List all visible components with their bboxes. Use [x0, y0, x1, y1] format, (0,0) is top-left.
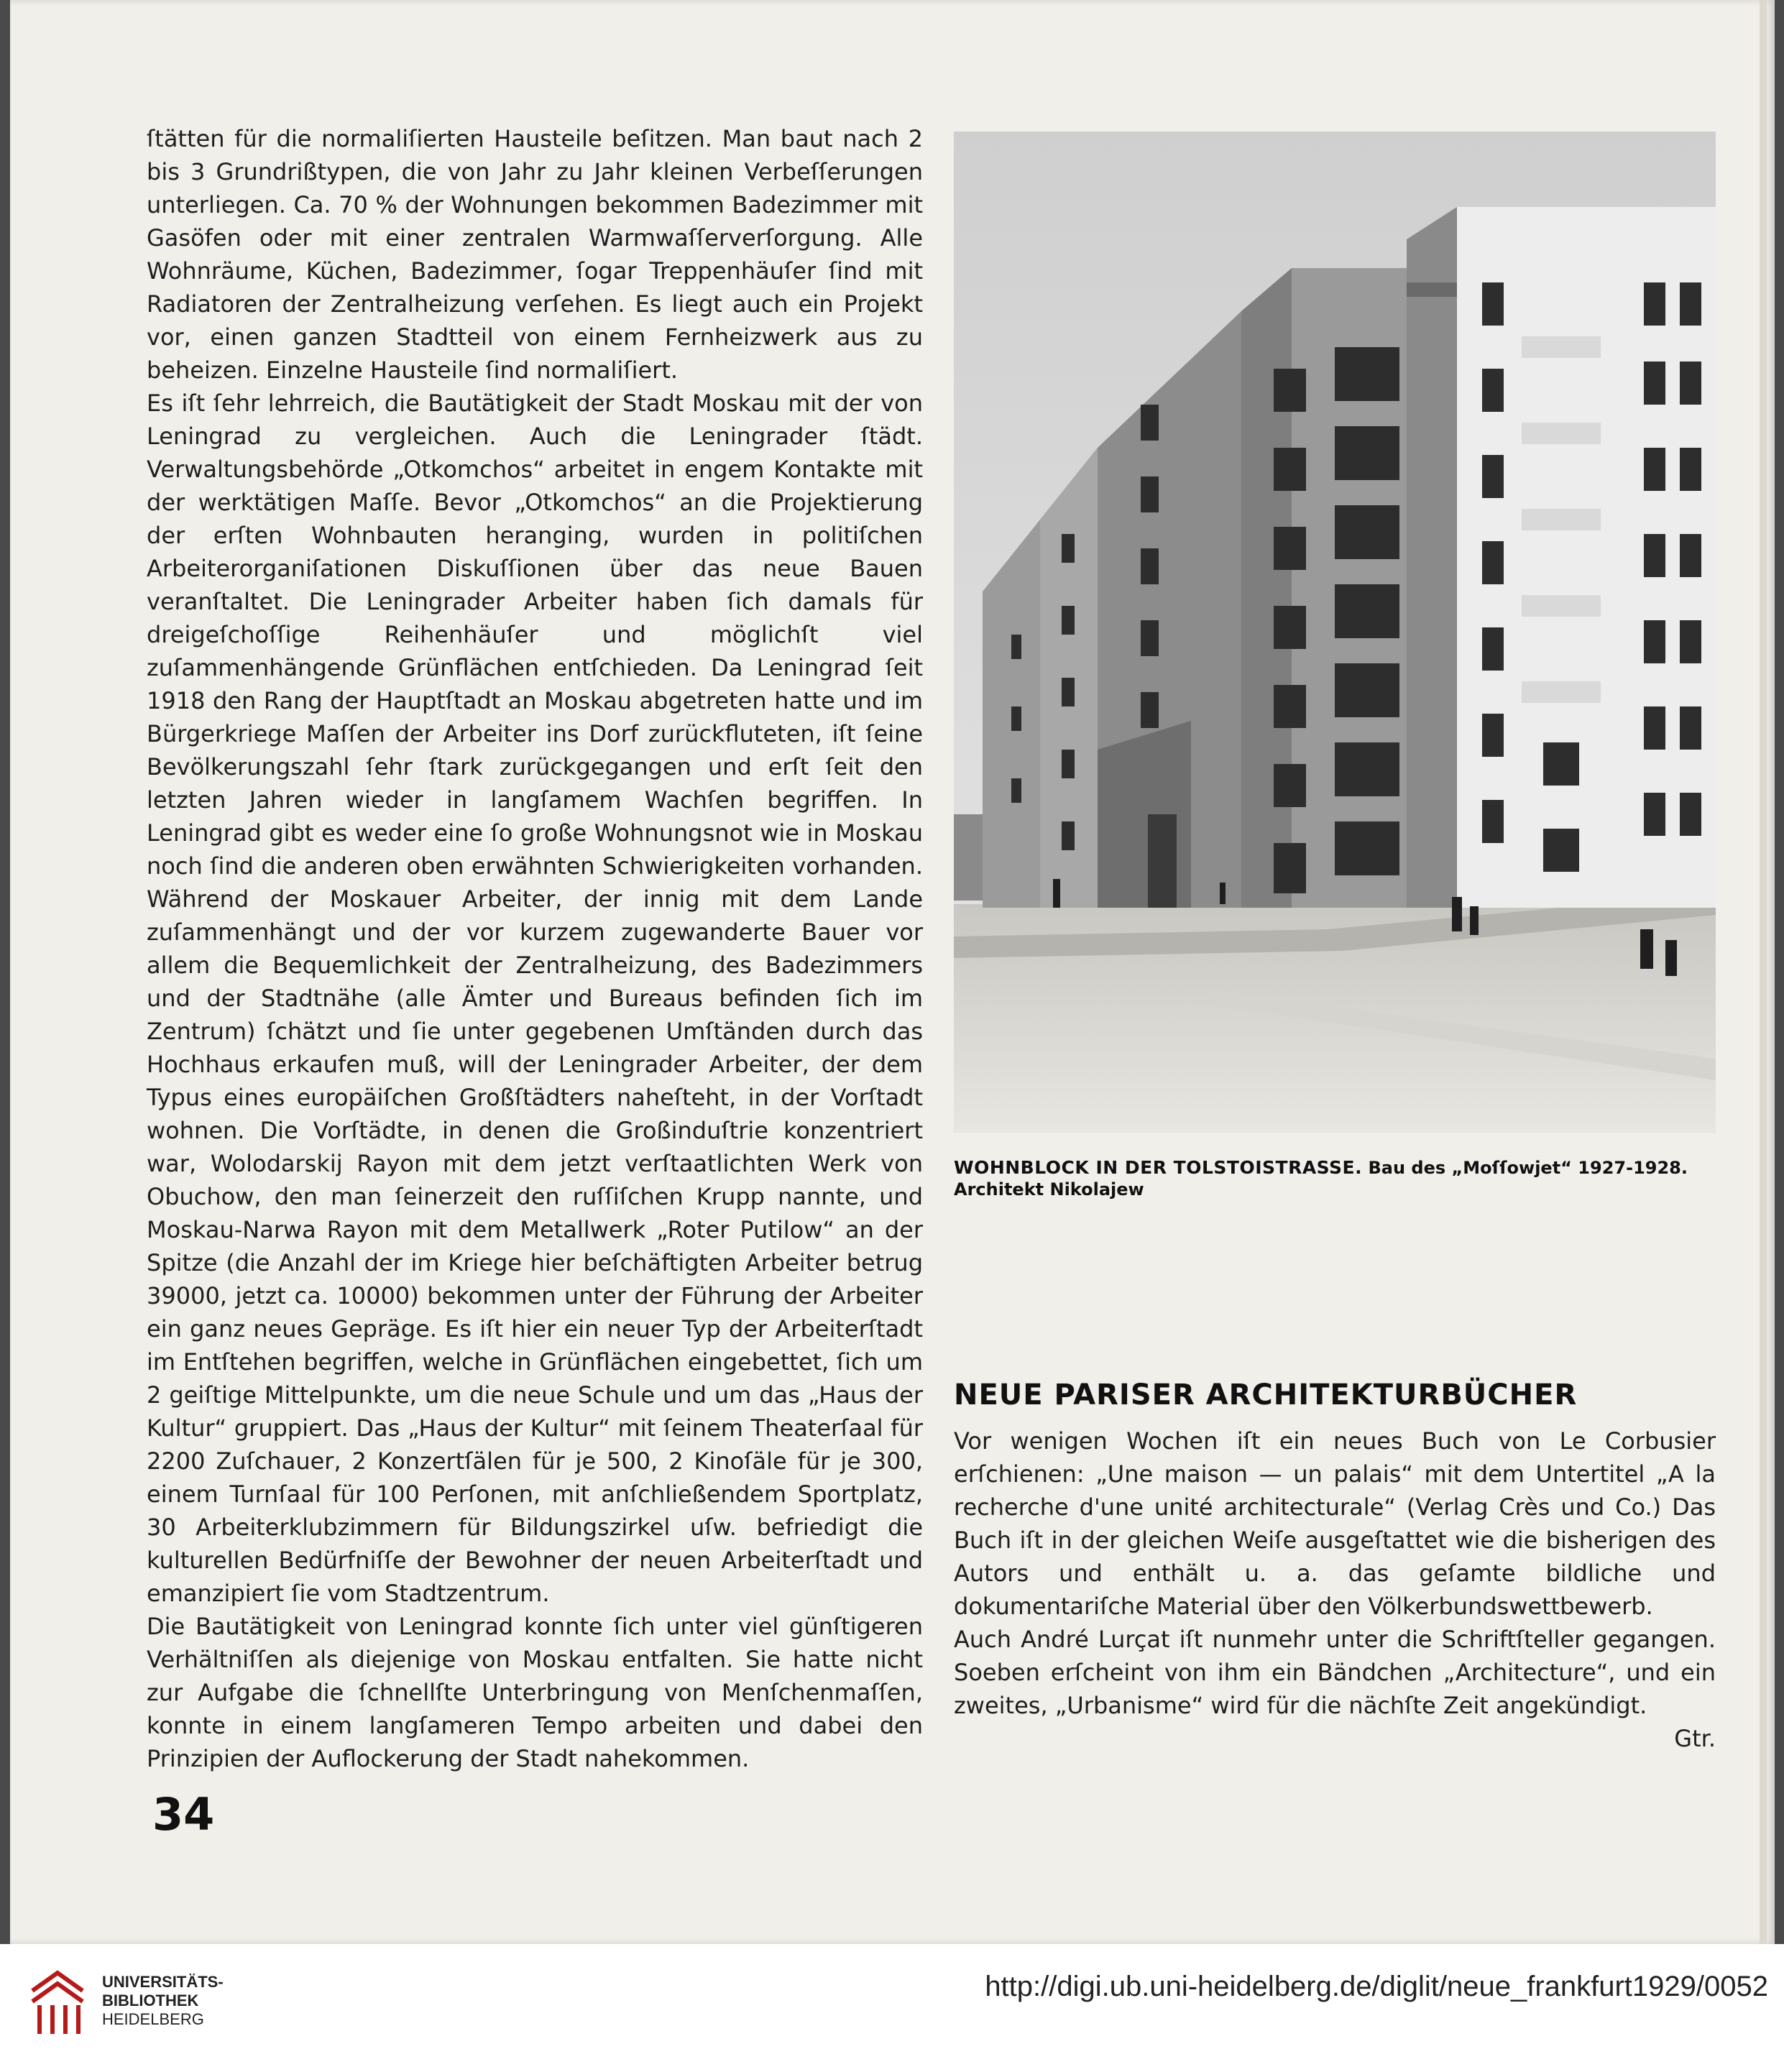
caption-title: WOHNBLOCK IN DER TOLSTOISTRASSE. [954, 1157, 1363, 1178]
digitization-footer [0, 1944, 1784, 2072]
library-name-line3: HEIDELBERG [102, 2010, 204, 2028]
apartment-block-illustration [954, 132, 1716, 1133]
paragraph-leningrad-conclusion: Die Bautätigkeit von Leningrad konnte ſich unter viel günſtigeren Verhältniſſen als diejenige von Moskau entfalten. Sie hatte nicht zur Aufgabe die ſchnellſte Unterbringung von Menſchenmaſſen, konnte in einem langſameren Tempo arbeiten und dabei den Prinzipien der Auflockerung der Stadt nahekommen. [147, 1613, 923, 1772]
library-logo-icon [18, 1962, 97, 2041]
building-photo [954, 132, 1716, 1133]
author-signoff: Gtr. [1674, 1725, 1716, 1752]
page-edge [1760, 0, 1767, 1944]
caption-detail: Bau des „Moſſowjet“ 1927-1928. [1368, 1158, 1688, 1178]
library-name-line1: UNIVERSITÄTS- [102, 1973, 224, 1991]
right-text-column [954, 1378, 1716, 1755]
caption-architect: Architekt Nikolajew [954, 1179, 1144, 1200]
left-text-column [147, 122, 923, 1775]
paragraph-housing-standards: ſtätten für die normaliſierten Hausteile beſitzen. Man baut nach 2 bis 3 Grundrißtypen, die von Jahr zu Jahr kleinen Verbeſſerungen unterliegen. Ca. 70 % der Wohnungen bekommen Badezimmer mit Gasöfen oder mit einer zentralen Warmwaſſerverſorgung. Alle Wohnräume, Küchen, Badezimmer, ſogar Treppenhäuſer ſind mit Radiatoren der Zentralheizung verſehen. Es liegt auch ein Projekt vor, einen ganzen Stadtteil von einem Fernheizwerk aus zu beheizen. Einzelne Hausteile ſind normaliſiert. [147, 125, 923, 384]
paragraph-leningrad-comparison: Es iſt ſehr lehrreich, die Bautätigkeit der Stadt Moskau mit der von Leningrad zu vergleichen. Auch die Leningrader ſtädt. Verwaltungsbehörde „Otkomchos“ arbeitet in engem Kontakte mit der werktätigen Maſſe. Bevor „Otkomchos“ an die Projektierung der erſten Wohnbauten heranging, wurden in politiſchen Arbeiterorganiſationen Diskuſſionen über das neue Bauen veranſtaltet. Die Leningrader Arbeiter haben ſich damals für dreigeſchoſſige Reihenhäuſer und möglichſt viel zuſammenhängende Grünflächen entſchieden. Da Leningrad ſeit 1918 den Rang der Hauptſtadt an Moskau abgetreten hatte und im Bürgerkriege Maſſen der Arbeiter ins Dorf zurückfluteten, iſt ſeine Bevölkerungszahl ſehr ſtark zurückgegangen und erſt ſeit den letzten Jahren wieder in langſamem Wachſen begriffen. In Leningrad gibt es weder eine ſo große Wohnungsnot wie in Moskau noch ſind die anderen oben erwähnten Schwierigkeiten vorhanden. Während der Moskauer Arbeiter, der innig mit dem Lande zuſammenhängt und der vor kurzem zugewanderte Bauer vor allem die Bequemlichkeit der Zentralheizung, des Badezimmers und der Stadtnähe (alle Ämter und Bureaus befinden ſich im Zentrum) ſchätzt und ſie unter gegebenen Umſtänden durch das Hochhaus erkaufen muß, will der Leningrader Arbeiter, der dem Typus eines europäiſchen Großſtädters naheſteht, in der Vorſtadt wohnen. Die Vorſtädte, in denen die Großinduſtrie konzentriert war, Wolodarskij Rayon mit dem jetzt verſtaatlichten Werk von Obuchow, den man ſeinerzeit den ruſſiſchen Krupp nannte, und Moskau-Narwa Rayon mit dem Metallwerk „Roter Putilow“ an der Spitze (die Anzahl der im Kriege hier beſchäftigten Arbeiter betrug 39000, jetzt ca. 10000) bekommen unter der Führung der Arbeiter ein ganz neues Gepräge. Es iſt hier ein neuer Typ der Arbeiterſtadt im Entſtehen begriffen, welche in Grünflächen eingebettet, ſich um 2 geiſtige Mittelpunkte, um die neue Schule und um das „Haus der Kultur“ gruppiert. Das „Haus der Kultur“ mit ſeinem Theaterſaal für 2200 Zuſchauer, 2 Konzertſälen für je 500, 2 Kinoſäle für je 300, einem Turnſaal für 100 Perſonen, mit anſchließendem Sportplatz, 30 Arbeiterklubzimmern für Bildungszirkel uſw. befriedigt die kulturellen Bedürfniſſe der Bewohner der neuen Arbeiterſtadt und emanzipiert ſie vom Stadtzentrum. [147, 390, 923, 1607]
section-heading: NEUE PARISER ARCHITEKTURBÜCHER [954, 1378, 1578, 1412]
photo-caption [954, 1157, 1723, 1200]
source-url-link[interactable]: http://digi.ub.uni-heidelberg.de/diglit/neue_frankfurt1929/0052 [985, 1971, 1768, 2002]
paragraph-lurcat: Auch André Lurçat iſt nunmehr unter die Schriftſteller gegangen. Soeben erſcheint von ihm ein Bändchen „Architecture“, und ein zweites, „Urbanisme“ wird für die nächſte Zeit angekündigt. [954, 1626, 1716, 1719]
page-number: 34 [152, 1788, 215, 1841]
library-name-line2: BIBLIOTHEK [102, 1992, 199, 2009]
paragraph-le-corbusier: Vor wenigen Wochen iſt ein neues Buch von Le Corbusier erſchienen: „Une maison — un palais“ mit dem Untertitel „A la recherche d'une unité architecturale“ (Verlag Crès und Co.) Das Buch iſt in der gleichen Weiſe ausgeſtattet wie die bisherigen des Autors und enthält u. a. das geſamte bildliche und dokumentariſche Material über den Völkerbundswettbewerb. [954, 1427, 1716, 1620]
library-name [102, 1973, 224, 2029]
